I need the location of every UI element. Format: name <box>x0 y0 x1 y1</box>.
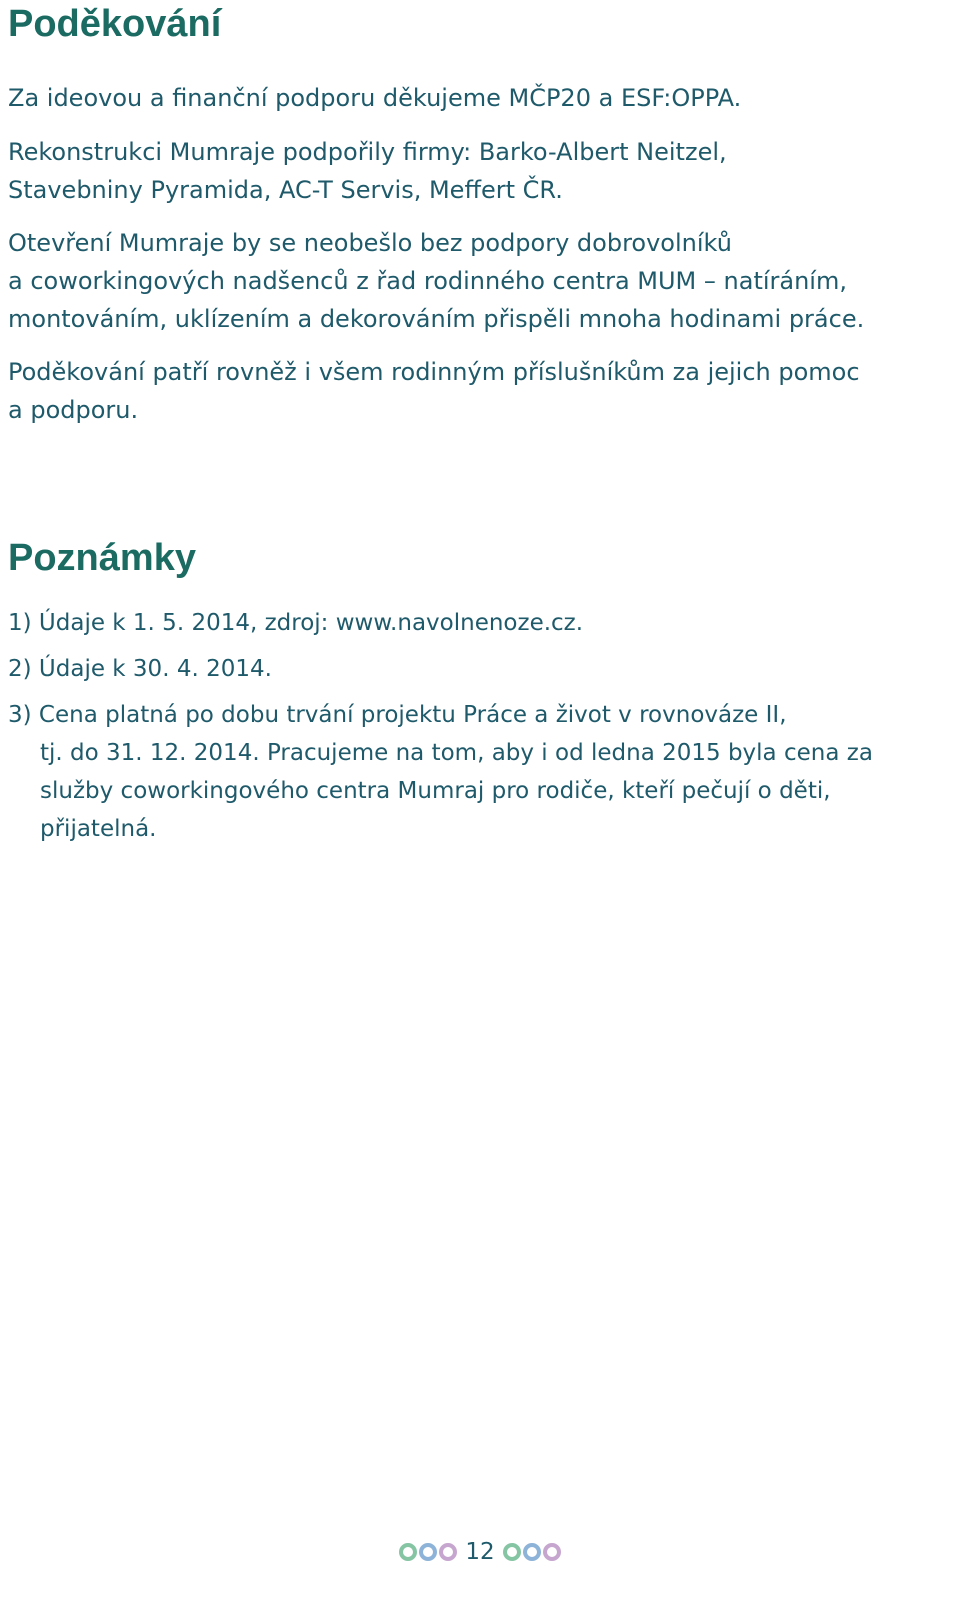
note-line: služby coworkingového centra Mumraj pro rodiče, kteří pečují o děti, <box>40 778 831 804</box>
note-item-1 <box>8 604 948 642</box>
note-line: tj. do 31. 12. 2014. Pracujeme na tom, aby i od ledna 2015 byla cena za <box>40 740 873 766</box>
acknowledgements-paragraph-1 <box>8 79 948 117</box>
decorative-rings-right <box>503 1543 561 1561</box>
ring-icon <box>523 1543 541 1561</box>
paragraph-line: Za ideovou a finanční podporu děkujeme MČP20 a ESF:OPPA. <box>8 84 742 112</box>
page-number: 12 <box>465 1539 495 1565</box>
acknowledgements-heading: Poděkování <box>8 3 222 45</box>
note-line: 1) Údaje k 1. 5. 2014, zdroj: www.navolnenoze.cz. <box>8 610 584 636</box>
paragraph-line: Otevření Mumraje by se neobešlo bez podpory dobrovolníků <box>8 229 732 257</box>
ring-icon <box>439 1543 457 1561</box>
ring-icon <box>399 1543 417 1561</box>
ring-icon <box>419 1543 437 1561</box>
notes-heading: Poznámky <box>8 537 196 579</box>
ring-icon <box>543 1543 561 1561</box>
paragraph-line: Rekonstrukci Mumraje podpořily firmy: Barko-Albert Neitzel, <box>8 138 727 166</box>
note-item-2 <box>8 650 948 688</box>
paragraph-line: Stavebniny Pyramida, AC-T Servis, Meffert ČR. <box>8 176 563 204</box>
paragraph-line: Poděkování patří rovněž i všem rodinným příslušníkům za jejich pomoc <box>8 358 860 386</box>
acknowledgements-paragraph-3 <box>8 224 948 338</box>
paragraph-line: a podporu. <box>8 396 139 424</box>
paragraph-line: montováním, uklízením a dekorováním přispěli mnoha hodinami práce. <box>8 305 865 333</box>
ring-icon <box>503 1543 521 1561</box>
note-item-3 <box>8 696 948 848</box>
note-line: 3) Cena platná po dobu trvání projektu Práce a život v rovnováze II, <box>8 702 787 728</box>
acknowledgements-paragraph-2 <box>8 133 948 209</box>
note-line: přijatelná. <box>40 816 157 842</box>
paragraph-line: a coworkingových nadšenců z řad rodinného centra MUM – natíráním, <box>8 267 847 295</box>
page-footer <box>0 1532 960 1572</box>
acknowledgements-paragraph-4 <box>8 353 948 429</box>
decorative-rings-left <box>399 1543 457 1561</box>
note-line: 2) Údaje k 30. 4. 2014. <box>8 656 272 682</box>
